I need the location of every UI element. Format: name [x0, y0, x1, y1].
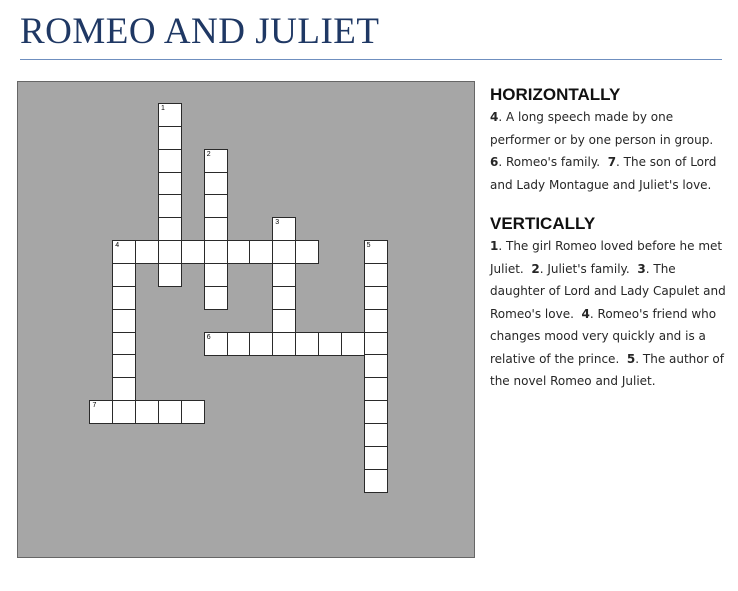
crossword-cell[interactable] [272, 286, 296, 310]
crossword-cell[interactable] [158, 172, 182, 196]
horizontal-clue-number: 6 [490, 155, 499, 169]
horizontal-heading: HORIZONTALLY [490, 85, 621, 104]
crossword-cell[interactable] [181, 400, 205, 424]
crossword-grid [17, 81, 475, 558]
crossword-cell[interactable] [364, 309, 388, 333]
crossword-cell[interactable] [318, 332, 342, 356]
horizontal-clue-text: . Romeo's family. [498, 155, 608, 169]
crossword-cell[interactable] [204, 286, 228, 310]
crossword-cell[interactable] [112, 377, 136, 401]
crossword-cell[interactable] [181, 240, 205, 264]
crossword-cell[interactable] [364, 263, 388, 287]
crossword-cell[interactable] [364, 286, 388, 310]
puzzle-title: ROMEO AND JULIET [20, 11, 380, 52]
crossword-cell[interactable] [89, 400, 113, 424]
crossword-cell[interactable] [112, 332, 136, 356]
crossword-cell[interactable] [204, 263, 228, 287]
crossword-cell[interactable] [364, 469, 388, 493]
crossword-cell[interactable] [158, 400, 182, 424]
crossword-cell[interactable] [158, 126, 182, 150]
cell-number: 1 [161, 105, 165, 112]
vertical-clue-number: 5 [626, 351, 636, 366]
vertical-clues [490, 235, 730, 393]
vertical-clue-text: . Juliet's family. [539, 261, 638, 276]
horizontal-clue-number: 4 [490, 110, 499, 124]
horizontal-clue-text: . The son of Lord and Lady Montague and Juliet's love. [490, 155, 721, 192]
crossword-cell[interactable] [364, 354, 388, 378]
crossword-cell[interactable] [227, 332, 251, 356]
crossword-cell[interactable] [364, 423, 388, 447]
crossword-cell[interactable] [204, 149, 228, 173]
crossword-cell[interactable] [204, 217, 228, 241]
title-divider [20, 59, 722, 60]
crossword-cell[interactable] [135, 400, 159, 424]
vertical-clue-text: . Romeo's friend who changes mood very quickly and is a relative of the prince. [490, 306, 720, 366]
crossword-cell[interactable] [112, 240, 136, 264]
cell-number: 5 [366, 242, 371, 250]
horizontal-clue-text: . A long speech made by one performer or by one person in group. [490, 110, 721, 147]
crossword-cell[interactable] [364, 240, 388, 264]
crossword-cell[interactable] [204, 240, 228, 264]
crossword-cell[interactable] [135, 240, 159, 264]
vertical-clue-text: . The author of the novel Romeo and Juliet. [490, 351, 728, 388]
crossword-cell[interactable] [227, 240, 251, 264]
crossword-cell[interactable] [272, 332, 296, 356]
crossword-cell[interactable] [249, 240, 273, 264]
vertical-clue-number: 1 [490, 239, 499, 253]
crossword-cell[interactable] [364, 332, 388, 356]
crossword-cell[interactable] [204, 332, 228, 356]
cell-number: 3 [275, 219, 280, 227]
crossword-cell[interactable] [364, 400, 388, 424]
horizontal-clue-number: 7 [607, 155, 617, 169]
crossword-cell[interactable] [272, 263, 296, 287]
horizontal-clues [490, 106, 726, 196]
cell-number: 4 [115, 242, 120, 250]
crossword-cell[interactable] [272, 217, 296, 241]
crossword-cell[interactable] [158, 240, 182, 264]
vertical-clue-number: 2 [531, 261, 540, 276]
crossword-cell[interactable] [295, 240, 319, 264]
vertical-clue-text: . The girl Romeo loved before he met Juliet. [490, 239, 726, 276]
crossword-cell[interactable] [158, 149, 182, 173]
crossword-cell[interactable] [158, 103, 182, 127]
crossword-cell[interactable] [364, 446, 388, 470]
crossword-cell[interactable] [158, 217, 182, 241]
crossword-cell[interactable] [112, 286, 136, 310]
cell-number: 2 [206, 150, 211, 158]
crossword-cell[interactable] [204, 194, 228, 218]
cell-number: 6 [206, 333, 211, 341]
crossword-cell[interactable] [272, 309, 296, 333]
clues-panel [490, 84, 730, 393]
crossword-cell[interactable] [112, 400, 136, 424]
crossword-cell[interactable] [112, 309, 136, 333]
vertical-clue-number: 3 [637, 261, 646, 276]
cell-number: 7 [92, 402, 97, 410]
crossword-cell[interactable] [272, 240, 296, 264]
crossword-cell[interactable] [341, 332, 365, 356]
crossword-cell[interactable] [204, 172, 228, 196]
vertical-clue-text: . The daughter of Lord and Lady Capulet and Romeo's love. [490, 261, 730, 321]
crossword-cell[interactable] [158, 263, 182, 287]
crossword-cell[interactable] [112, 354, 136, 378]
crossword-cell[interactable] [364, 377, 388, 401]
vertical-clue-number: 4 [581, 306, 590, 321]
crossword-cell[interactable] [249, 332, 273, 356]
crossword-cell[interactable] [112, 263, 136, 287]
crossword-cell[interactable] [295, 332, 319, 356]
crossword-cell[interactable] [158, 194, 182, 218]
vertical-heading: VERTICALLY [490, 214, 596, 233]
